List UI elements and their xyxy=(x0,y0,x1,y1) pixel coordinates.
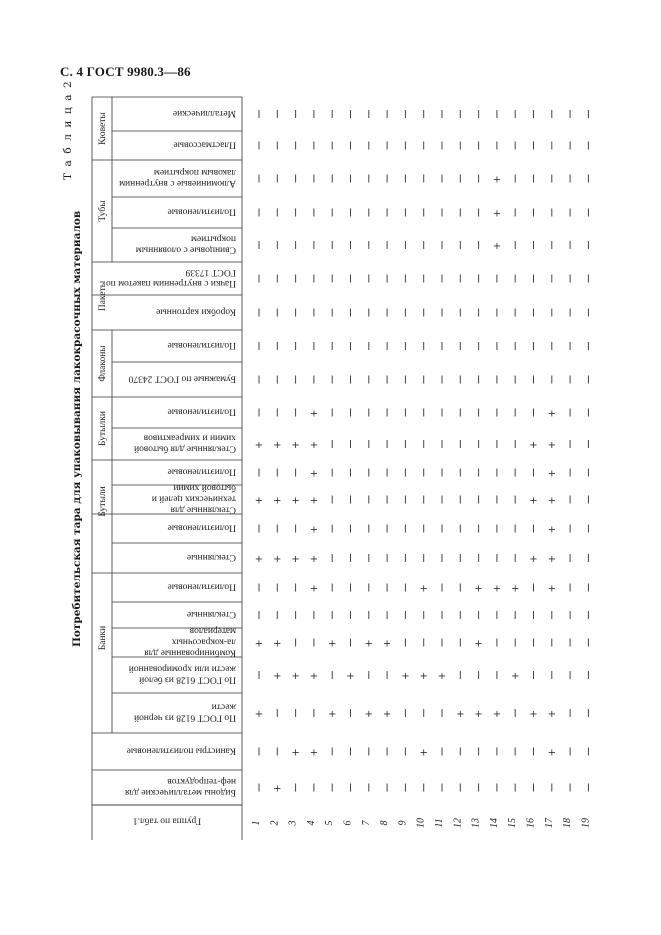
row-label xyxy=(168,207,237,217)
row-label xyxy=(129,664,237,686)
row-label xyxy=(168,467,237,477)
mark-plus: + xyxy=(547,709,556,720)
mark-plus: + xyxy=(309,495,319,507)
mark-plus: + xyxy=(273,783,282,795)
row-label xyxy=(124,776,236,797)
mark-plus: + xyxy=(291,495,300,507)
mark-plus: + xyxy=(511,671,520,682)
mark-plus: + xyxy=(547,440,556,451)
row-label-line: Стеклянные для бытовой xyxy=(133,443,236,454)
row-label-line: Полиэтиленовые xyxy=(167,406,236,417)
category-label: Флаконы xyxy=(98,345,108,382)
mark-plus: + xyxy=(529,554,538,565)
row-label-line: покрытием xyxy=(190,233,236,244)
group-number: 17 xyxy=(543,818,555,828)
mark-plus: + xyxy=(492,241,502,252)
row-label-line: Свинцовые с оловянным xyxy=(135,244,236,255)
page-header: С. 4 ГОСТ 9980.3—86 xyxy=(60,64,191,79)
row-label-line: ла-кокрасочных xyxy=(171,636,236,647)
row-label-line: материалов xyxy=(189,625,236,636)
group-number: 5 xyxy=(324,820,336,826)
row-label-line: Полиэтиленовые xyxy=(167,206,236,217)
row-label-line: Стеклянные xyxy=(186,609,236,619)
group-number: 18 xyxy=(562,818,574,828)
category-label: Банки xyxy=(98,625,108,651)
row-label-line: Комбинированные для xyxy=(144,647,236,658)
mark-plus: + xyxy=(419,583,428,595)
mark-plus: + xyxy=(419,747,428,759)
mark-plus: + xyxy=(382,709,392,720)
row-label xyxy=(187,609,236,619)
mark-plus: + xyxy=(309,468,319,480)
mark-plus: + xyxy=(273,638,282,650)
row-label-line: Бумажные по ГОСТ 24370 xyxy=(128,373,236,384)
mark-plus: + xyxy=(547,408,556,420)
group-number: 19 xyxy=(580,818,592,828)
group-number: 2 xyxy=(269,820,281,826)
row-label xyxy=(168,407,237,417)
row-label-line: Стеклянные xyxy=(186,552,236,562)
mark-plus: + xyxy=(291,554,300,565)
mark-plus: + xyxy=(328,638,337,650)
row-label xyxy=(168,340,237,350)
mark-plus: + xyxy=(273,554,282,565)
row-label-line: Стеклянные для xyxy=(170,504,236,515)
row-label-line: бытовой химии xyxy=(173,482,236,493)
row-label xyxy=(168,582,237,592)
row-label-line: жести или хромированной xyxy=(128,663,236,674)
row-label-line: Пачки с внутренним пакетом по xyxy=(105,278,236,288)
row-label-line: лаковым покрытием xyxy=(153,167,236,177)
row-label-line: Бидоны металлические для xyxy=(124,787,236,797)
mark-plus: + xyxy=(511,583,520,595)
mark-plus: + xyxy=(291,671,300,682)
mark-plus: + xyxy=(492,709,502,720)
mark-plus: + xyxy=(309,747,319,759)
mark-plus: + xyxy=(492,208,502,220)
mark-plus: + xyxy=(273,495,282,507)
row-label xyxy=(106,267,236,288)
row-label-line: Металлические xyxy=(172,108,236,118)
group-number: 9 xyxy=(397,820,409,826)
row-label-line: Алюминиевые с внутренним xyxy=(119,178,236,188)
group-number: 14 xyxy=(488,818,500,828)
row-label xyxy=(156,307,236,318)
mark-plus: + xyxy=(254,440,264,451)
mark-plus: + xyxy=(547,468,556,480)
mark-plus: + xyxy=(309,408,319,420)
group-number: 7 xyxy=(360,820,372,826)
mark-plus: + xyxy=(529,440,538,451)
row-label xyxy=(152,483,236,515)
mark-plus: + xyxy=(382,638,392,650)
row-label-line: технических целей и xyxy=(151,493,236,504)
row-label xyxy=(128,374,236,384)
mark-plus: + xyxy=(254,709,264,720)
mark-plus: + xyxy=(419,671,428,682)
group-number: 1 xyxy=(251,820,262,826)
mark-plus: + xyxy=(309,583,319,595)
mark-plus: + xyxy=(364,638,373,650)
mark-plus: + xyxy=(309,671,319,682)
row-label-line: ГОСТ 17339 xyxy=(185,267,236,277)
row-label xyxy=(173,140,236,150)
group-number: 12 xyxy=(452,818,464,828)
category-label: Пакеты xyxy=(98,280,108,312)
row-label-line: химии и химреактивов xyxy=(143,432,236,443)
group-number: 13 xyxy=(470,818,482,828)
mark-plus: + xyxy=(273,440,282,451)
row-label xyxy=(127,746,236,756)
category-label: Бутыли xyxy=(98,486,108,517)
mark-plus: + xyxy=(273,671,282,682)
group-number: 15 xyxy=(507,818,519,828)
mark-plus: + xyxy=(254,554,264,565)
row-label-line: По ГОСТ 6128 из черной xyxy=(134,712,236,723)
mark-plus: + xyxy=(547,554,556,565)
mark-plus: + xyxy=(309,524,319,536)
group-number: 16 xyxy=(525,818,537,828)
mark-plus: + xyxy=(547,495,556,507)
mark-plus: + xyxy=(309,554,319,565)
row-label-line: Коробки картонные xyxy=(156,306,236,317)
row-label xyxy=(173,108,236,118)
category-label: Бутылки xyxy=(98,411,108,446)
row-label xyxy=(134,433,236,455)
mark-plus: + xyxy=(492,174,502,186)
mark-plus: + xyxy=(547,583,556,595)
category-label: Кюветы xyxy=(98,112,108,145)
group-header: Группа по табл.1 xyxy=(132,815,202,826)
mark-plus: + xyxy=(346,671,355,682)
row-label xyxy=(119,167,236,188)
mark-plus: + xyxy=(529,709,538,720)
row-label xyxy=(168,523,237,533)
row-label-line: Полиэтиленовые xyxy=(167,340,236,350)
mark-plus: + xyxy=(309,440,319,451)
mark-plus: + xyxy=(474,638,483,650)
row-label xyxy=(187,552,236,562)
mark-plus: + xyxy=(254,638,264,650)
table-title: Потребительская тара для упаковывания лакокрасочных материалов xyxy=(71,210,83,647)
row-label-line: Полиэтиленовые xyxy=(167,581,236,592)
group-number: 3 xyxy=(287,820,299,826)
row-label-line: Пластмассовые xyxy=(173,139,236,150)
group-number: 10 xyxy=(415,818,427,828)
group-number: 6 xyxy=(342,820,354,826)
row-label xyxy=(144,626,236,659)
mark-plus: + xyxy=(547,524,556,536)
row-label xyxy=(136,234,236,255)
mark-plus: + xyxy=(401,671,410,682)
mark-plus: + xyxy=(529,495,538,507)
group-number: 11 xyxy=(434,818,445,828)
mark-plus: + xyxy=(474,583,483,595)
row-label-line: По ГОСТ 6128 из белой xyxy=(139,674,236,685)
mark-plus: + xyxy=(364,709,373,720)
mark-plus: + xyxy=(328,709,337,720)
row-label-line: Полиэтиленовые xyxy=(167,522,236,533)
mark-plus: + xyxy=(437,671,447,682)
row-label-line: неф-тепродуктов xyxy=(167,776,236,786)
mark-plus: + xyxy=(547,747,556,759)
row-label-line: Полиэтиленовые xyxy=(167,466,236,477)
category-label: Тубы xyxy=(98,200,108,222)
group-number: 8 xyxy=(379,820,391,826)
row-label-line: Канистры полиэтиленовые xyxy=(126,745,236,756)
mark-plus: + xyxy=(456,709,465,720)
row-label-line: жести xyxy=(211,701,236,712)
mark-plus: + xyxy=(291,747,300,759)
mark-plus: + xyxy=(492,583,502,595)
group-number: 4 xyxy=(305,820,317,826)
row-label xyxy=(134,702,237,724)
mark-plus: + xyxy=(474,709,483,720)
mark-plus: + xyxy=(291,440,300,451)
table-label: Т а б л и ц а 2 xyxy=(62,79,74,180)
mark-plus: + xyxy=(254,495,264,507)
